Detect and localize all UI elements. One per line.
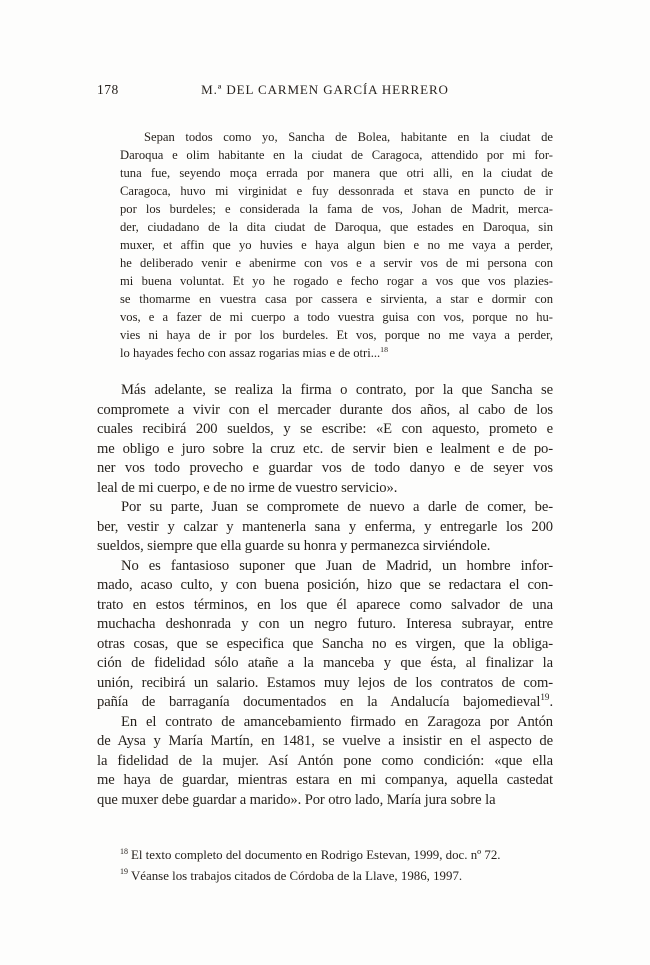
text-line: No es fantasioso suponer que Juan de Madrid, un hombre infor- bbox=[121, 557, 553, 574]
footnote: $^{19}$ Véanse los trabajos citados de Córdoba de la Llave, 1986, 1997. bbox=[120, 867, 463, 883]
text-line: ber, vestir y calzar y mantenerla sana y enferma, y entregarle los 200 bbox=[97, 518, 553, 535]
footnote-ref: 18 bbox=[380, 344, 388, 354]
page-number: 178 bbox=[97, 82, 119, 97]
footnotes bbox=[97, 845, 553, 886]
text-line: me obligo e juro sobre la cruz etc. de servir bien e lealment e de po- bbox=[97, 440, 553, 457]
text-line: Más adelante, se realiza la firma o contrato, por la que Sancha se bbox=[121, 382, 553, 398]
footnote-ref: 19 bbox=[540, 692, 550, 703]
body-paragraph bbox=[97, 713, 553, 811]
text-line: me haya de guardar, mientras estara en mi companya, aquella castedat bbox=[97, 772, 553, 788]
text-line: unión, recibirá un salario. Estamos muy lejos de los contratos de com- bbox=[97, 674, 553, 691]
text-line: se thomarme en vuestra casa por cassera e sirvienta, a star e dormir con bbox=[120, 292, 553, 306]
text-line: Por su parte, Juan se compromete de nuevo a darle de comer, be- bbox=[121, 499, 553, 515]
document-blockquote bbox=[120, 128, 553, 362]
text-line: Daroqua e olim habitante en la ciudat de Caragoca, attendido por mi for- bbox=[120, 148, 553, 162]
text-line: cuales recibirá 200 sueldos, y se escribe: «E con aquesto, prometo e bbox=[97, 421, 553, 437]
text-line: En el contrato de amancebamiento firmado en Zaragoza por Antón bbox=[121, 713, 553, 730]
text-line: mi buena voluntat. Et yo he rogado e fecho rogar a vos que vos plazies- bbox=[120, 274, 553, 288]
text-line: Caragoca, huvo mi virginidat e fuy dessonrada et stava en puncto de ir bbox=[120, 184, 553, 198]
running-header bbox=[97, 82, 553, 100]
text-line: muchacha deshonrada y con un negro futuro. Interesa subrayar, entre bbox=[97, 616, 553, 632]
text-line: compromete a vivir con el mercader durante dos años, al cabo de los bbox=[97, 401, 553, 418]
body-paragraph bbox=[97, 381, 553, 498]
body-paragraph bbox=[97, 557, 553, 713]
text-line: lo hayades fecho con assaz rogarias mias e de otri...$^{18}$ bbox=[120, 344, 388, 360]
text-line: sueldos, siempre que ella guarde su honra y permanezca sirviéndole. bbox=[97, 538, 491, 554]
footnote-number: 18 bbox=[120, 846, 128, 856]
running-title: M.ª DEL CARMEN GARCÍA HERRERO bbox=[201, 82, 449, 97]
text-line: otras cosas, que se especifica que Sancha no es virgen, que la obliga- bbox=[97, 635, 553, 652]
text-line: que muxer debe guardar a marido». Por otro lado, María jura sobre la bbox=[97, 791, 496, 808]
text-line: trato en estos términos, en los que él aparece como salvador de una bbox=[97, 596, 553, 613]
text-line: leal de mi cuerpo, e de no irme de vuestro servicio». bbox=[97, 479, 398, 496]
text-line: pañía de barraganía documentados en la Andalucía bajomedieval$^{19}$. bbox=[97, 692, 553, 710]
text-line: vos, e a fazer de mi cuerpo a todo vuestra guisa con vos, porque no hu- bbox=[120, 310, 553, 324]
text-line: por los burdeles; e considerada la fama de vos, Johan de Madrit, merca- bbox=[120, 202, 553, 216]
body-text bbox=[97, 381, 553, 810]
text-line: Sepan todos como yo, Sancha de Bolea, habitante en la ciudat de bbox=[144, 130, 553, 144]
text-line: der, ciudadano de la dita ciudat de Daroqua, que estades en Daroqua, sin bbox=[120, 220, 553, 234]
text-line: ción de fidelidad sólo atañe a la manceba y que ésta, al finalizar la bbox=[97, 655, 553, 671]
text-line: de Aysa y María Martín, en 1481, se vuelve a insistir en el aspecto de bbox=[97, 733, 553, 749]
text-line: vies ni haya de ir por los burdeles. Et vos, porque no me vaya a perder, bbox=[120, 328, 553, 342]
text-line: muxer, et affin que yo huvies e haya algun bien e no me vaya a perder, bbox=[120, 238, 553, 252]
footnote: $^{18}$ El texto completo del documento en Rodrigo Estevan, 1999, doc. nº 72. bbox=[120, 846, 501, 862]
footnote-number: 19 bbox=[120, 867, 128, 877]
text-line: he deliberado venir e abenirme con vos e a servir vos de mi persona con bbox=[120, 256, 553, 270]
text-line: la fidelidad de la mujer. Así Antón pone como condición: «que ella bbox=[97, 752, 553, 769]
text-line: mado, acaso culto, y con buena posición, hizo que se redactara el con- bbox=[97, 577, 553, 593]
text-line: ner vos todo provecho e guardar vos de todo danyo e de seyer vos bbox=[97, 460, 553, 476]
body-paragraph bbox=[97, 498, 553, 557]
text-line: tuna fue, seyendo moça errada por manera que otri alli, en la ciudat de bbox=[120, 166, 553, 180]
blockquote-paragraph bbox=[120, 128, 553, 362]
